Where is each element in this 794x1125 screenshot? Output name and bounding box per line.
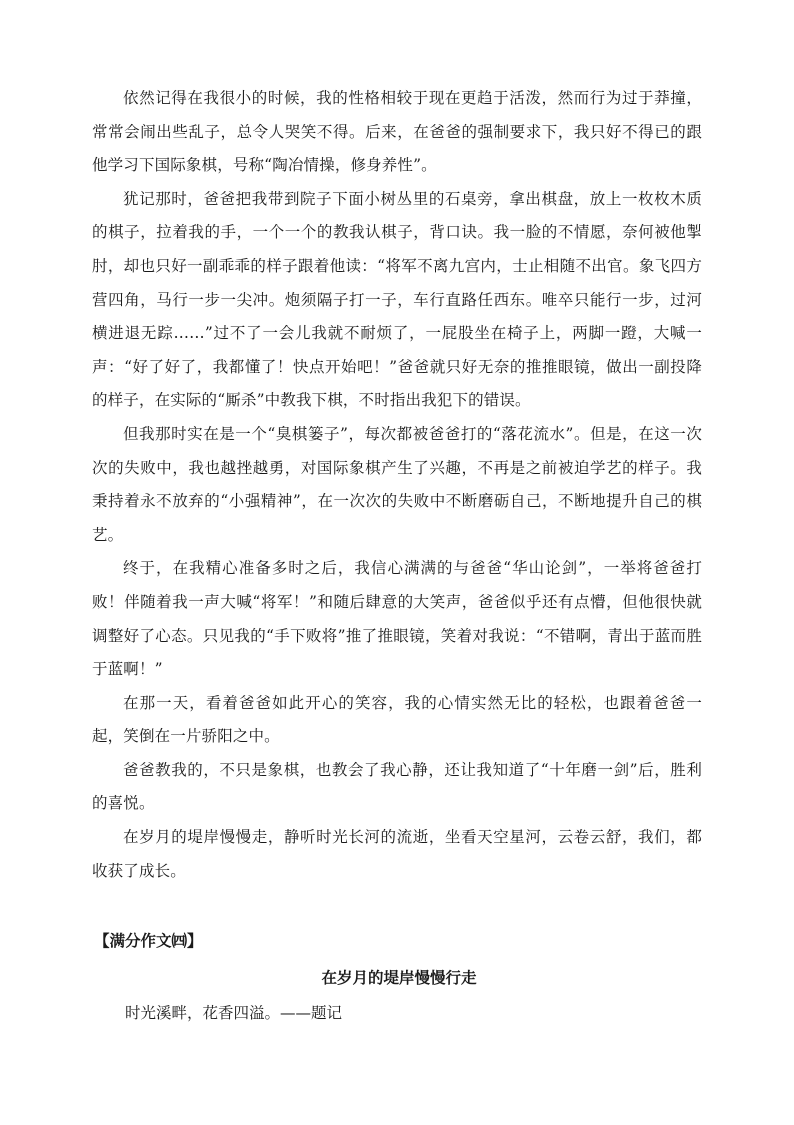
essay-paragraph-5: 在那一天，看着爸爸如此开心的笑容，我的心情实然无比的轻松，也跟着爸爸一起，笑倒在一片骄阳之中。: [92, 693, 702, 746]
essay-body: [92, 82, 702, 888]
section-heading: 【满分作文㈣】: [94, 932, 203, 950]
essay-paragraph-3: 但我那时实在是一个“臭棋篓子”，每次都被爸爸打的“落花流水”。但是，在这一次次的失败中，我也越挫越勇，对国际象棋产生了兴趣，不再是之前被迫学艺的样子。我秉持着永不放弃的“小强精神”，在一次次的失败中不断磨砺自己，不断地提升自己的棋艺。: [92, 424, 702, 544]
essay-paragraph-4: 终于，在我精心准备多时之后，我信心满满的与爸爸“华山论剑”，一举将爸爸打败！伴随着我一声大喊“将军！”和随后肆意的大笑声，爸爸似乎还有点懵，但他很快就调整好了心态。只见我的“手下败将”推了推眼镜，笑着对我说：“不错啊，青出于蓝而胜于蓝啊！”: [92, 559, 702, 679]
essay-paragraph-7: 在岁月的堤岸慢慢走，静听时光长河的流逝，坐看天空星河，云卷云舒，我们，都收获了成长。: [92, 828, 702, 880]
essay-paragraph-2: 犹记那时，爸爸把我带到院子下面小树丛里的石桌旁，拿出棋盘，放上一枚枚木质的棋子，拉着我的手，一个一个的教我认棋子，背口诀。我一脸的不情愿，奈何被他掣肘，却也只好一副乖乖的样子跟着他读：“将军不离九宫内，士止相随不出官。象飞四方营四角，马行一步一尖冲。炮须隔子打一子，车行直路任西东。唯卒只能行一步，过河横进退无踪……”过不了一会儿我就不耐烦了，一屁股坐在椅子上，两脚一蹬，大喊一声：“好了好了，我都懂了！快点开始吧！”爸爸就只好无奈的推推眼镜，做出一副投降的样子，在实际的“厮杀”中教我下棋，不时指出我犯下的错误。: [92, 189, 702, 410]
essay-title: 在岁月的堤岸慢慢行走: [321, 969, 477, 987]
essay-paragraph-1: 依然记得在我很小的时候，我的性格相较于现在更趋于活泼，然而行为过于莽撞，常常会闹出些乱子，总令人哭笑不得。后来，在爸爸的强制要求下，我只好不得已的跟他学习下国际象棋，号称“陶冶情操，修身养性”。: [92, 89, 702, 175]
essay-epigraph: 时光溪畔，花香四溢。——题记: [125, 1004, 343, 1022]
essay-paragraph-6: 爸爸教我的，不只是象棋，也教会了我心静，还让我知道了“十年磨一剑”后，胜利的喜悦。: [92, 760, 702, 813]
